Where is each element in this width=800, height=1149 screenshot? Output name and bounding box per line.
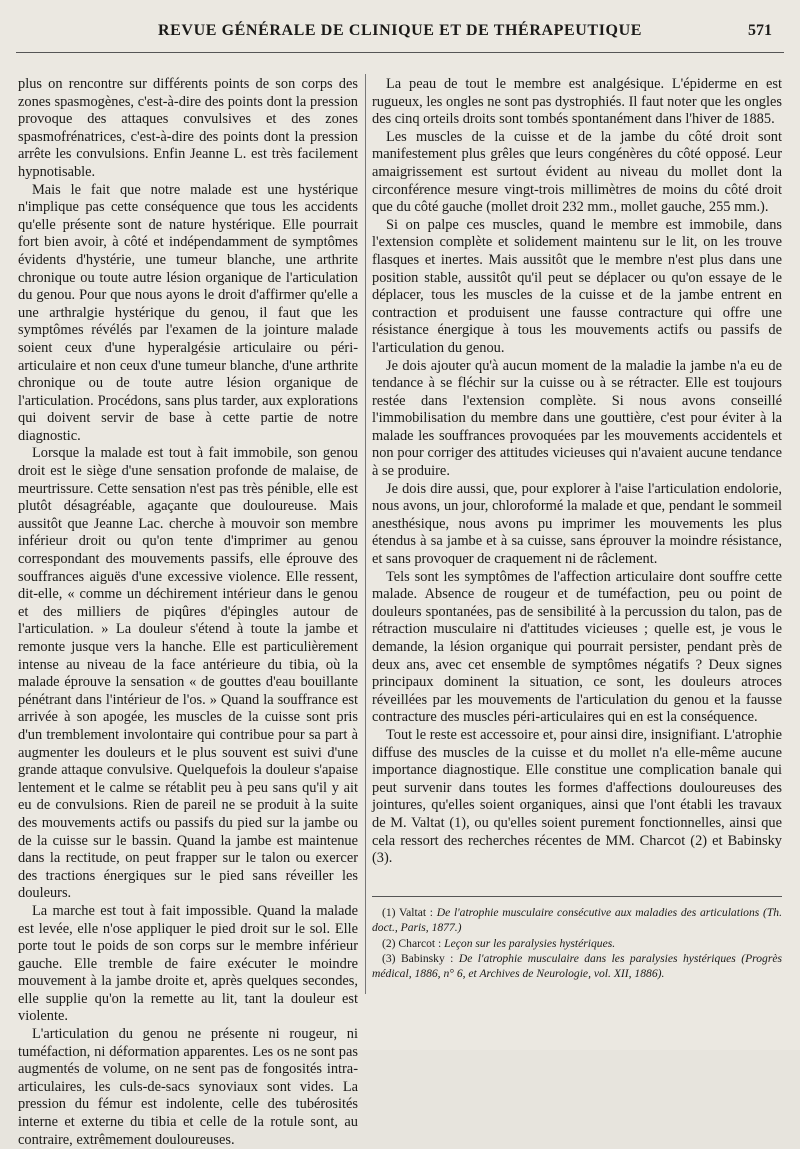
paragraph: Les muscles de la cuisse et de la jambe du côté droit sont manifestement plus grêles que leurs congénères du côté opposé. Leur amaigrissement est surtout évident au niveau du mollet dont la circonférence mesure vingt-trois millimètres de moins du côté droit que du côté gauche (mollet droit 232 mm., mollet gauche, 255 mm.).	[372, 128, 782, 216]
footnote-marker: (1) Valtat :	[382, 906, 433, 919]
footnote	[372, 952, 782, 982]
running-title: REVUE GÉNÉRALE DE CLINIQUE ET DE THÉRAPEUTIQUE	[158, 22, 642, 39]
footnote-text: De l'atrophie musculaire dans les paralysies hystériques (Progrès médical, 1886, n° 6, et Archives de Neurologie, vol. XII, 1886).	[372, 952, 782, 981]
footnote-rule	[372, 896, 782, 897]
paragraph: La marche est tout à fait impossible. Quand la malade est levée, elle n'ose appliquer le pied droit sur le sol. Elle porte tout le poids de son corps sur le membre inférieur gauche. Elle tremble de faire exécuter le moindre mouvement à la jambe droite et, après quelques secondes, elle supplie qu'on la remette au lit, tant la douleur est violente.	[18, 902, 358, 1025]
paragraph: Mais le fait que notre malade est une hystérique n'implique pas cette conséquence que tous les accidents qu'elle présente sont de nature hystérique. Elle pourrait fort bien avoir, à côté et indépendamment de symptômes évidents d'hystérie, une tumeur blanche, une arthrite chronique ou toute autre lésion organique de l'articulation du genou. Pour que nous ayons le droit d'affirmer qu'elle a une arthralgie hystérique du genou, il faut que les symptômes révélés par l'examen de la jointure malade soient ceux d'une hyperalgésie articulaire ou péri-articulaire et non ceux d'une tumeur blanche, d'une arthrite chronique ou de toute autre lésion organique de l'articulation. Procédons, sans plus tarder, aux explorations qui doivent servir de base à cette partie de notre diagnostic.	[18, 181, 358, 444]
footnote-text: De l'atrophie musculaire consécutive aux maladies des articulations (Th. doct., Paris, 1877.)	[372, 906, 782, 934]
footnote	[372, 906, 782, 936]
page-header	[0, 20, 800, 46]
footnote-marker: (2) Charcot :	[382, 936, 442, 950]
page-number: 571	[748, 22, 772, 39]
footnote	[372, 937, 782, 952]
paragraph: Lorsque la malade est tout à fait immobile, son genou droit est le siège d'une sensation profonde de malaise, de meurtrissure. Cette sensation n'est pas très pénible, elle est plutôt désagréable, agaçante que douloureuse. Mais aussitôt que Jeanne Lac. cherche à mouvoir son membre inférieur droit ou qu'on tente d'imprimer au genou correspondant des mouvements passifs, elle éprouve des souffrances aiguës d'une excessive violence. Elle ressent, dit-elle, « comme un déchirement intérieur dans le genou et des milliers de piqûres d'épingles autour de l'articulation. » La douleur s'étend à toute la jambe et remonte jusque vers la hanche. Elle est particulièrement intense au niveau de la face antérieure du tibia, où la malade éprouve la sensation « de gouttes d'eau bouillante pénétrant dans l'intérieur de l'os. » Quand la souffrance est arrivée à son apogée, les muscles de la cuisse sont pris d'un tremblement involontaire qui contribue pour sa part à augmenter les douleurs et le plus souvent est suivi d'une grande attaque convulsive. Quelquefois la douleur s'apaise lentement et le calme se rétablit peu à peu sans qu'il y ait eu de convulsions. Rien de pareil ne se produit à la suite des mouvements actifs ou passifs du pied sur la jambe ou de la cuisse sur le bassin. Quand la jambe est maintenue dans la rectitude, on peut frapper sur le talon ou exercer des tractions énergiques sur le pied sans réveiller les douleurs.	[18, 445, 358, 902]
paragraph: L'articulation du genou ne présente ni rougeur, ni tuméfaction, ni déformation apparentes. Les os ne sont pas augmentés de volume, on ne sent pas de fongosités intra-articulaires, les culs-de-sacs synoviaux sont vides. La pression du fémur est indolente, celle des tubérosités interne et externe du tibia et celle de la rotule sont, au contraire, extrêmement douloureuses.	[18, 1026, 358, 1148]
paragraph: Tout le reste est accessoire et, pour ainsi dire, insignifiant. L'atrophie diffuse des muscles de la cuisse et du mollet n'a elle-même aucune importance diagnostique. Elle constitue une complication banale qui peut survenir dans toutes les formes d'affections douloureuses des jointures, qu'elles soient organiques, ainsi que l'ont établi les travaux de M. Valtat (1), ou qu'elles soient purement fonctionnelles, ainsi que cela ressort des recherches récentes de MM. Charcot (2) et Babinsky (3).	[372, 726, 783, 867]
paragraph: Je dois dire aussi, que, pour explorer à l'aise l'articulation endolorie, nous avons, un jour, chloroformé la malade et que, pendant le sommeil anesthésique, nous avons pu imprimer les mouvements les plus étendus à sa jambe et à sa cuisse, sans éprouver la moindre résistance, et sans provoquer de craquement ni de râclement.	[372, 480, 782, 568]
paragraph: La peau de tout le membre est analgésique. L'épiderme en est rugueux, les ongles ne sont pas dystrophiés. Il faut noter que les ongles des cinq orteils droits sont tombés spontanément dans l'hiver de 1885.	[372, 76, 782, 128]
paragraph: Tels sont les symptômes de l'affection articulaire dont souffre cette malade. Absence de rougeur et de tuméfaction, peu ou point de douleurs spontanées, pas de sensibilité à la percussion du talon, pas de rétraction musculaire ni d'attitudes vicieuses ; quelle est, je vous le demande, la lésion organique qui pourrait persister, pendant près de deux ans, avec cet ensemble de symptômes négatifs ? Deux signes principaux dominent la situation, ce sont, les douleurs atroces réveillées par les mouvements de l'articulation du genou et la fausse contracture des muscles péri-articulaires qui en est la conséquence.	[372, 568, 782, 726]
footnote-marker: (3) Babinsky :	[382, 952, 454, 966]
paragraph: Si on palpe ces muscles, quand le membre est immobile, dans l'extension complète et solidement maintenu sur le lit, on les trouve flasques et inertes. Mais aussitôt que le membre n'est plus dans une position stable, aussitôt qu'il peut se déplacer ou qu'on essaye de le déplacer, tous les muscles de la cuisse et de la jambe entrent en contraction et produisent une fausse contracture qui offre une résistance énergique à tous les mouvements actifs ou passifs de l'articulation du genou.	[372, 216, 782, 356]
paragraph: plus on rencontre sur différents points de son corps des zones spasmogènes, c'est-à-dire des points dont la pression provoque des attaques convulsives et des zones spasmofrénatrices, c'est-à-dire des points dont la pression arrête les convulsions. Enfin Jeanne L. est très facilement hypnotisable.	[18, 76, 358, 180]
footnote-text: Leçon sur les paralysies hystériques.	[444, 936, 616, 950]
header-rule	[16, 52, 784, 53]
paragraph: Je dois ajouter qu'à aucun moment de la maladie la jambe n'a eu de tendance à se fléchir sur la cuisse ou à se rétracter. Elle est toujours restée dans l'extension complète. Si nous avons conseillé l'immobilisation du membre dans une gouttière, c'est pour éviter à la malade les souffrances provoquées par les mouvements accidentels et non pour corriger des attitudes vicieuses qui n'avaient aucune tendance à se produire.	[372, 357, 782, 480]
right-column	[372, 76, 782, 868]
footnotes	[372, 906, 782, 983]
column-divider	[365, 74, 366, 994]
left-column	[18, 76, 358, 1149]
